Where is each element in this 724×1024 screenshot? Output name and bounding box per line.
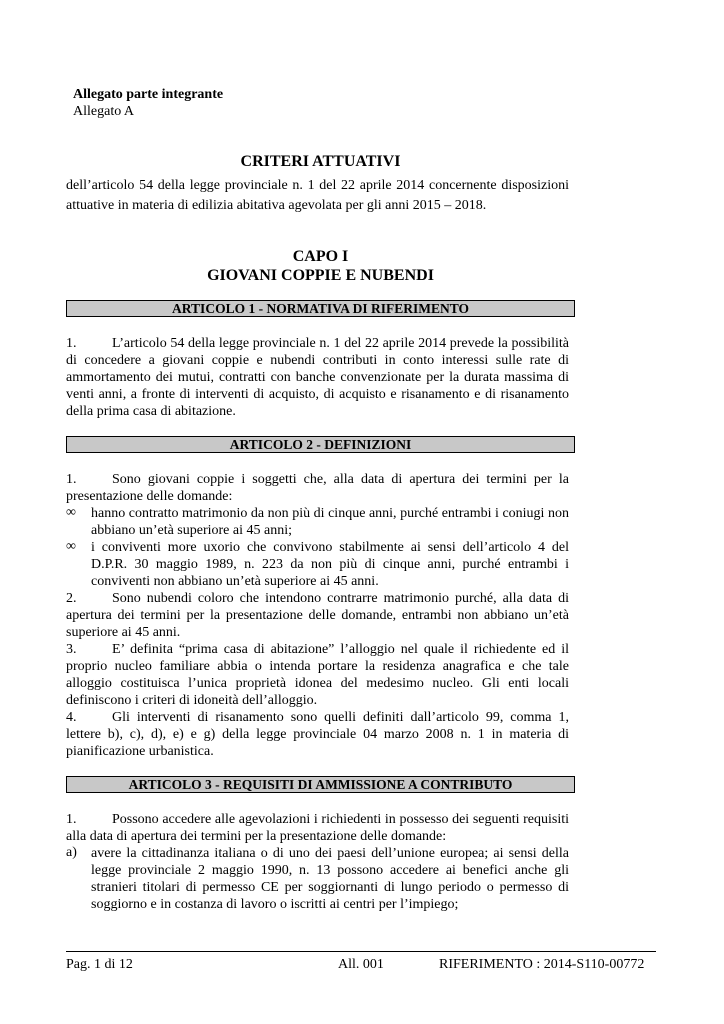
- paragraph-number: 4.: [66, 710, 77, 725]
- footer-page-number: Pag. 1 di 12: [66, 957, 133, 972]
- infinity-bullet-icon: ∞: [66, 539, 76, 554]
- chapter-number: CAPO I: [292, 248, 349, 265]
- bullet-text: i conviventi more uxorio che convivono stabilmente ai sensi dell’articolo 4 del D.P.R. 30 maggio 1989, n. 223 da non più di cinque anni, purché entrambi i conviventi non abbiano un’età superiore ai 45 anni.: [91, 540, 569, 589]
- chapter-title: GIOVANI COPPIE E NUBENDI: [207, 267, 434, 284]
- article-2-bullet-2: [66, 539, 569, 590]
- footer-reference: RIFERIMENTO : 2014-S110-00772: [439, 957, 645, 972]
- paragraph-text: Possono accedere alle agevolazioni i richiedenti in possesso dei seguenti requisiti alla data di apertura dei termini per la presentazione delle domande:: [66, 812, 569, 844]
- paragraph-text: Sono nubendi coloro che intendono contrarre matrimonio purché, alla data di apertura dei termini per la presentazione delle domande, entrambi non abbiano un’età superiore ai 45 anni.: [66, 591, 569, 640]
- footer-divider: [66, 951, 656, 952]
- article-2-paragraph-1: [66, 471, 569, 505]
- article-1-paragraph-1: [66, 335, 569, 420]
- item-text: avere la cittadinanza italiana o di uno dei paesi dell’unione europea; ai sensi della legge provinciale 2 maggio 1990, n. 13 possono accedere ai benefici anche gli stranieri titolari di permesso CE per soggiornanti di lungo periodo o permesso di soggiorno e in costanza di lavoro o iscritti ai centri per l’impiego;: [91, 846, 569, 912]
- bullet-text: hanno contratto matrimonio da non più di cinque anni, purché entrambi i coniugi non abbiano un’età superiore ai 45 anni;: [91, 506, 569, 538]
- article-1-header: ARTICOLO 1 - NORMATIVA DI RIFERIMENTO: [66, 300, 575, 317]
- article-3-item-a: [66, 845, 569, 913]
- article-2-paragraph-2: [66, 590, 569, 641]
- paragraph-number: 1.: [66, 336, 77, 351]
- paragraph-text: L’articolo 54 della legge provinciale n. 1 del 22 aprile 2014 prevede la possibilità di concedere a giovani coppie e nubendi contributi in conto interessi sulle rate di ammortamento dei mutui, contratti con banche convenzionate per la durata massima di venti anni, a fronte di interventi di acquisto, di acquisto e risanamento e di risanamento della prima casa di abitazione.: [66, 336, 569, 419]
- annex-block: [73, 86, 223, 120]
- paragraph-number: 1.: [66, 812, 77, 827]
- paragraph-number: 1.: [66, 472, 77, 487]
- article-2-paragraph-4: [66, 709, 569, 760]
- document-title: CRITERI ATTUATIVI: [240, 153, 401, 170]
- infinity-bullet-icon: ∞: [66, 505, 76, 520]
- article-2-bullet-1: [66, 505, 569, 539]
- article-2-paragraph-3: [66, 641, 569, 709]
- paragraph-number: 3.: [66, 642, 77, 657]
- paragraph-text: Gli interventi di risanamento sono quelli definiti dall’articolo 99, comma 1, lettere b), c), d), e) e g) della legge provinciale 04 marzo 2008 n. 1 in materia di pianificazione urbanistica.: [66, 710, 569, 759]
- footer-attachment: All. 001: [338, 957, 384, 972]
- paragraph-text: E’ definita “prima casa di abitazione” l’alloggio nel quale il richiedente ed il proprio nucleo familiare abbia o intenda portare la residenza anagrafica e che tale alloggio costituisca l’unica proprietà idonea del medesimo nucleo. Gli enti locali definiscono i criteri di idoneità dell’alloggio.: [66, 642, 569, 708]
- paragraph-number: 2.: [66, 591, 77, 606]
- article-3-header: ARTICOLO 3 - REQUISITI DI AMMISSIONE A CONTRIBUTO: [66, 776, 575, 793]
- paragraph-text: Sono giovani coppie i soggetti che, alla data di apertura dei termini per la presentazione delle domande:: [66, 472, 569, 504]
- annex-title: Allegato parte integrante: [73, 87, 224, 102]
- annex-subtitle: Allegato A: [73, 104, 135, 119]
- article-2-header: ARTICOLO 2 - DEFINIZIONI: [66, 436, 575, 453]
- item-label: a): [66, 845, 77, 860]
- document-intro: dell’articolo 54 della legge provinciale n. 1 del 22 aprile 2014 concernente disposizioni attuative in materia di edilizia abitativa agevolata per gli anni 2015 – 2018.: [66, 178, 569, 213]
- article-3-paragraph-1: [66, 811, 569, 845]
